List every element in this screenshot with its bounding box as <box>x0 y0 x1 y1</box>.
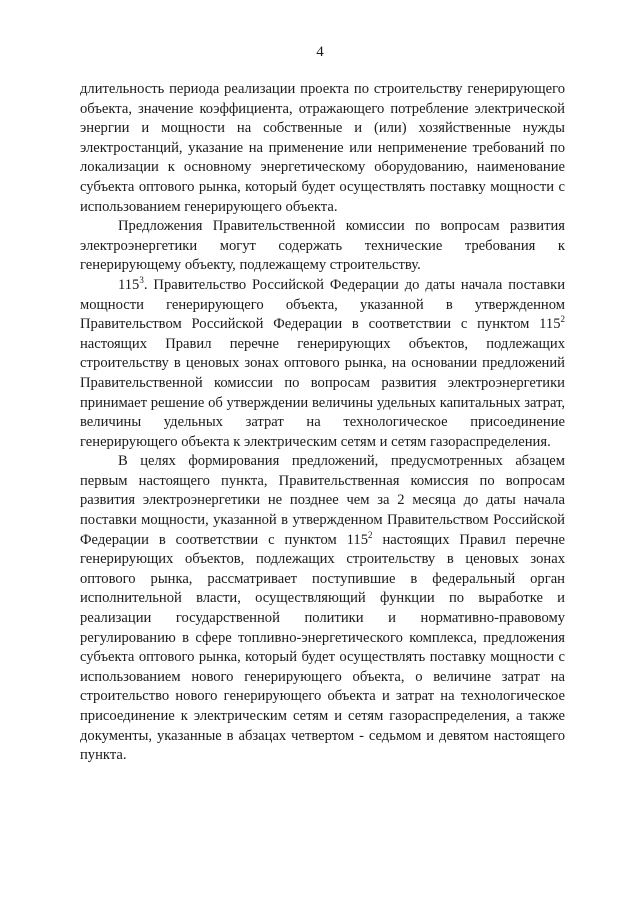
paragraph-4 <box>80 452 565 766</box>
clause-number: 115 <box>118 276 140 293</box>
paragraph-text: Предложения Правительственной комиссии по вопросам развития электроэнергетики могут содержать технические требования к генерирующему объекту, подлежащему строительству. <box>80 218 565 274</box>
document-body <box>80 80 565 766</box>
page-number: 4 <box>316 44 324 60</box>
paragraph-3 <box>80 276 565 452</box>
reference-superscript: 2 <box>368 529 373 540</box>
paragraph-text: В целях формирования предложений, предусмотренных абзацем первым настоящего пункта, Правительственная комиссия по вопросам развития электроэнергетики не позднее чем за 2 месяца до даты начала поставки мощности, указанной в утвержденном Правительством Российской Федерации в соответствии с пунктом 115 <box>80 453 565 548</box>
paragraph-text: . Правительство Российской Федерации до даты начала поставки мощности генерирующего объекта, указанной в утвержденном Правительством Российской Федерации в соответствии с пунктом 115 <box>80 276 565 333</box>
paragraph-2 <box>80 217 565 276</box>
clause-number-superscript: 3 <box>139 274 144 285</box>
reference-superscript: 2 <box>560 314 565 325</box>
paragraph-1 <box>80 80 565 217</box>
paragraph-text-continued: настоящих Правил перечне генерирующих объектов, подлежащих строительству в ценовых зонах оптового рынка, рассматривает поступившие в федеральный орган исполнительной власти, осуществляющий функции по выработке и реализации государственной политики и нормативно-правовому регулированию в сфере топливно-энергетического комплекса, предложения субъекта оптового рынка, который будет осуществлять поставку мощности с использованием нового генерирующего объекта, о величине затрат на строительство нового генерирующего объекта и затрат на технологическое присоединение к электрическим сетям и сетям газораспределения, а также документы, указанные в абзацах четвертом - седьмом и девятом настоящего пункта. <box>80 531 565 764</box>
paragraph-text: длительность периода реализации проекта по строительству генерирующего объекта, значение коэффициента, отражающего потребление электрической энергии и мощности на собственные и (или) хозяйственные нужды электростанций, указание на применение или неприменение требований по локализации к основному энергетическому оборудованию, наименование субъекта оптового рынка, который будет осуществлять поставку мощности с использованием генерирующего объекта. <box>80 81 565 215</box>
paragraph-text-continued: настоящих Правил перечне генерирующих объектов, подлежащих строительству в ценовых зонах оптового рынка, на основании предложений Правительственной комиссии по вопросам развития электроэнергетики принимает решение об утверждении величины удельных капитальных затрат, величины удельных затрат на технологическое присоединение генерирующего объекта к электрическим сетям и сетям газораспределения. <box>80 335 565 450</box>
